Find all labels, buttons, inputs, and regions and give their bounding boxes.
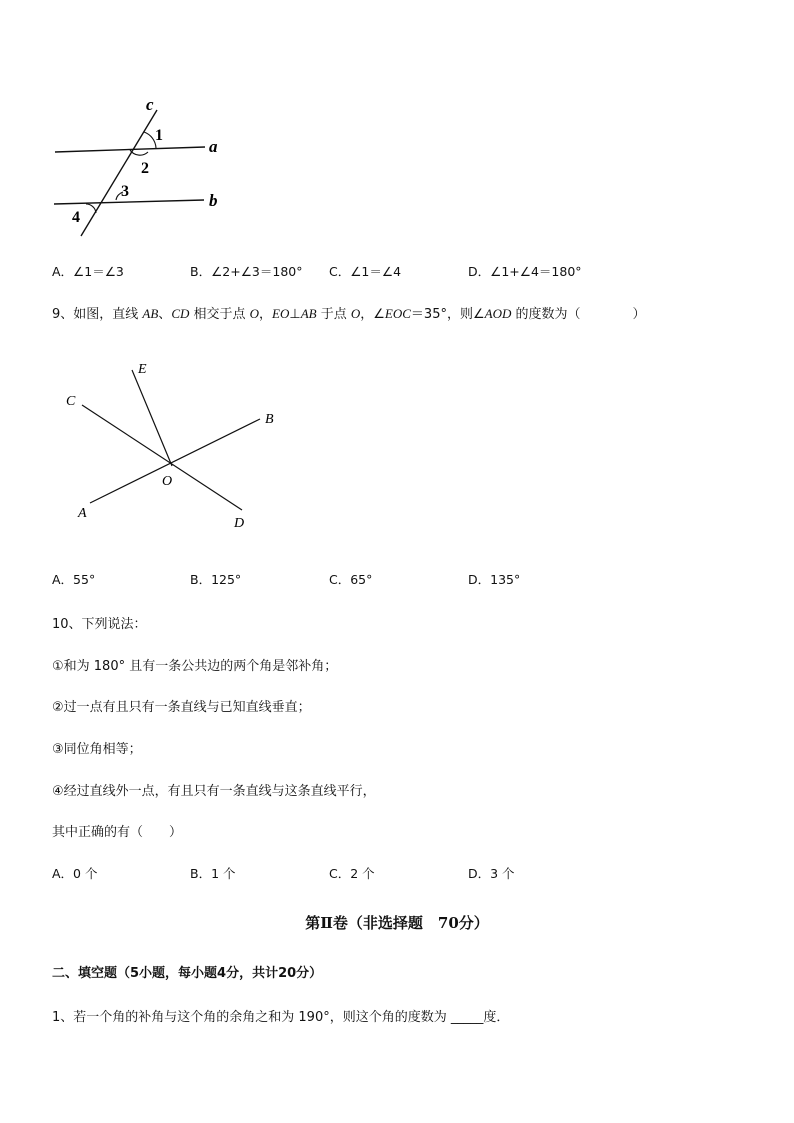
angle-arc-4	[86, 204, 96, 213]
label-a: a	[209, 137, 218, 156]
q9-text-comma: ，	[259, 307, 273, 322]
q10-statement-3: ③同位角相等；	[52, 742, 142, 757]
q10-statement-2: ②过一点有且只有一条直线与已知直线垂直；	[52, 700, 311, 715]
q9-option-a: A．55°	[52, 572, 96, 587]
q9-perp-symbol: ⊥	[289, 307, 301, 322]
line-b	[54, 200, 204, 204]
q9-text-sep: 、	[158, 307, 172, 322]
q9-text-2: 相交于点	[189, 307, 250, 322]
q8-option-c: C．∠1＝∠4	[329, 264, 402, 279]
q9-var-eo: EO	[272, 306, 290, 321]
q9-var-cd: CD	[171, 306, 190, 321]
q10-stem: 10、下列说法：	[52, 617, 147, 632]
q9-var-eoc: EOC	[384, 306, 411, 321]
q8-option-b: B．∠2+∠3＝180°	[190, 264, 303, 279]
q9-text-4: ，∠	[360, 307, 385, 322]
q9-var-o1: O	[249, 306, 260, 321]
q10-statement-1: ①和为 180° 且有一条公共边的两个角是邻补角；	[52, 659, 338, 674]
part-2-title: 第Ⅱ卷（非选择题 70分）	[305, 914, 489, 932]
label-e: E	[138, 362, 147, 377]
q9-stem	[52, 303, 645, 322]
q9-text-1: 9、如图，直线	[52, 307, 143, 322]
q8-option-d: D．∠1+∠4＝180°	[468, 264, 582, 279]
label-o-point: O	[162, 474, 173, 489]
q10-option-c: C．2 个	[329, 866, 375, 881]
label-angle-4: 4	[72, 209, 80, 226]
q10-statement-4: ④经过直线外一点，有且只有一条直线与这条直线平行，	[52, 784, 376, 799]
label-d-point: D	[234, 516, 245, 531]
label-angle-3: 3	[121, 183, 129, 200]
label-angle-1: 1	[155, 127, 163, 144]
q10-option-b: B．1 个	[190, 866, 236, 881]
fill-question-1: 1、若一个角的补角与这个角的余角之和为 190°，则这个角的度数为 _____度．	[52, 1010, 510, 1025]
intersecting-lines-figure	[60, 355, 290, 540]
label-b: b	[209, 191, 218, 210]
q10-question: 其中正确的有（ ）	[52, 825, 183, 840]
label-angle-2: 2	[141, 160, 149, 177]
q9-text-5: ＝35°，则∠	[410, 307, 485, 322]
q10-option-d: D．3 个	[468, 866, 515, 881]
q9-option-b: B．125°	[190, 572, 242, 587]
q9-var-aod: AOD	[484, 306, 512, 321]
label-c: c	[146, 95, 154, 114]
q8-option-a: A．∠1＝∠3	[52, 264, 124, 279]
line-a	[55, 147, 205, 152]
line-cd	[82, 405, 242, 510]
section-2-title: 二、填空题（5小题，每小题4分，共计20分）	[52, 966, 323, 981]
label-b-point: B	[265, 412, 274, 427]
q9-text-3: 于点	[316, 307, 351, 322]
line-ab	[90, 419, 260, 503]
q9-var-o2: O	[350, 306, 361, 321]
q9-var-ab: AB	[142, 306, 159, 321]
parallel-lines-figure	[40, 92, 240, 252]
q9-text-6: 的度数为（ ）	[511, 307, 646, 322]
q9-var-ab2: AB	[300, 306, 317, 321]
q10-option-a: A．0 个	[52, 866, 98, 881]
label-a-point: A	[78, 506, 87, 521]
q9-option-c: C．65°	[329, 572, 373, 587]
label-c-point: C	[66, 394, 76, 409]
q9-option-d: D．135°	[468, 572, 521, 587]
